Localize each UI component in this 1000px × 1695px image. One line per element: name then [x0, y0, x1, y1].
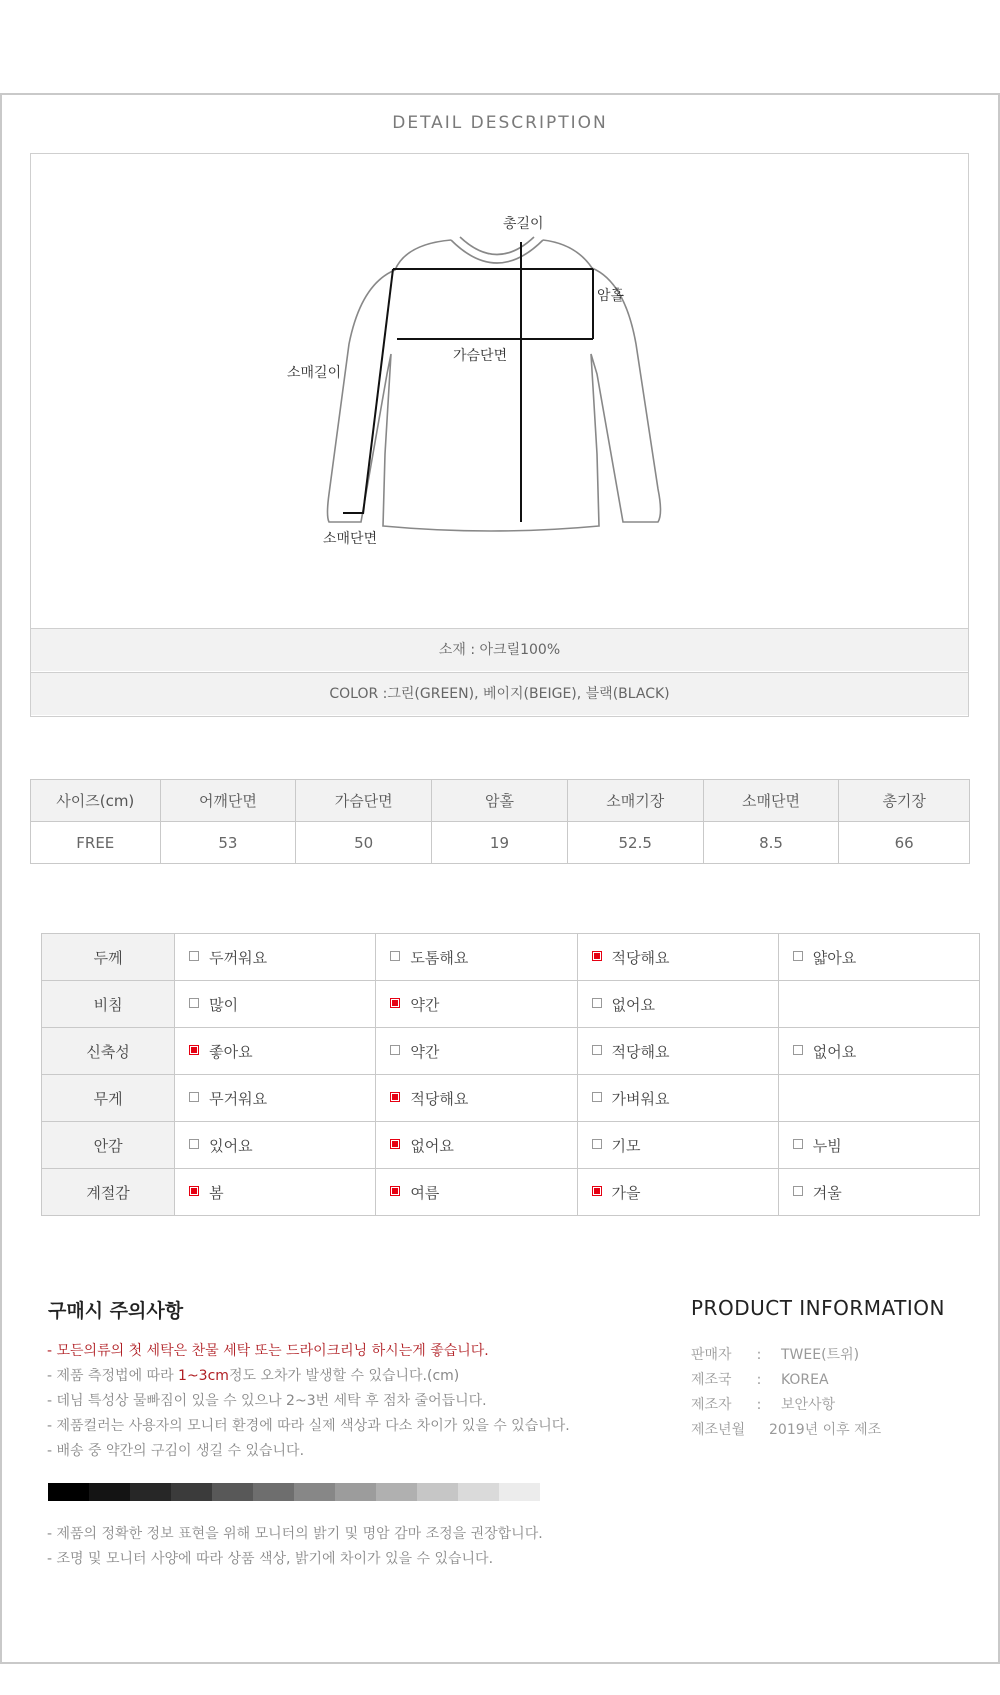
colon: : — [756, 1372, 762, 1388]
checked-checkbox-icon — [390, 1092, 400, 1102]
spec-option-label: 여름 — [410, 1183, 440, 1202]
unchecked-checkbox-icon — [793, 1139, 803, 1149]
spec-option-cell — [778, 1028, 979, 1075]
unchecked-checkbox-icon — [189, 998, 199, 1008]
table-row — [42, 1169, 980, 1216]
notice-line: - 모든의류의 첫 세탁은 찬물 세탁 또는 드라이크리닝 하시는게 좋습니다. — [47, 1343, 489, 1359]
gray-swatch — [294, 1483, 335, 1501]
sweater-outline — [328, 237, 661, 531]
notice-text: 정도 오차가 발생할 수 있습니다.(cm) — [228, 1368, 460, 1384]
spec-option-label: 두꺼워요 — [209, 948, 268, 967]
spec-option-label: 봄 — [209, 1183, 224, 1202]
spec-option-cell — [778, 1122, 979, 1169]
product-info-key: 제조년월 — [691, 1422, 746, 1438]
spec-option-cell — [577, 1075, 778, 1122]
size-cell: 50 — [296, 822, 432, 864]
spec-option-label: 가벼워요 — [611, 1089, 670, 1108]
checked-checkbox-icon — [592, 951, 602, 961]
notice-line: - 배송 중 약간의 구김이 생길 수 있습니다. — [47, 1443, 305, 1459]
spec-option-cell — [577, 1028, 778, 1075]
checked-checkbox-icon — [189, 1045, 199, 1055]
notice-highlight: 1~3cm — [178, 1368, 229, 1384]
product-info-item — [691, 1368, 881, 1393]
size-table-header — [31, 780, 970, 822]
spec-option-cell — [175, 1169, 376, 1216]
label-sleeve-width: 소매단면 — [323, 531, 378, 547]
unchecked-checkbox-icon — [390, 1045, 400, 1055]
spec-option-label: 없어요 — [812, 1042, 857, 1061]
size-cell: 8.5 — [703, 822, 839, 864]
spec-option-label: 적당해요 — [410, 1089, 469, 1108]
checked-checkbox-icon — [390, 998, 400, 1008]
gray-swatch — [458, 1483, 499, 1501]
spec-option-label: 없어요 — [611, 995, 656, 1014]
spec-label: 안감 — [42, 1122, 175, 1169]
spec-option-label: 겨울 — [812, 1183, 842, 1202]
spec-option-label: 없어요 — [410, 1136, 454, 1155]
sweater-diagram — [31, 154, 968, 628]
spec-option-cell — [577, 981, 778, 1028]
spec-option-cell — [577, 1122, 778, 1169]
checked-checkbox-icon — [390, 1139, 400, 1149]
unchecked-checkbox-icon — [793, 1045, 803, 1055]
size-header-cell: 소매기장 — [567, 780, 703, 822]
product-info-value: KOREA — [781, 1372, 829, 1388]
spec-option-label: 기모 — [611, 1136, 641, 1155]
notice-text: - 제품 측정법에 따라 — [47, 1368, 179, 1384]
spec-option-label: 적당해요 — [611, 948, 670, 967]
product-info-item — [691, 1393, 881, 1418]
spec-option-cell — [778, 934, 979, 981]
product-info-value: 2019년 이후 제조 — [769, 1422, 882, 1438]
gray-swatch — [376, 1483, 417, 1501]
label-armhole: 암홀 — [597, 288, 625, 304]
size-header-cell: 소매단면 — [703, 780, 839, 822]
checked-checkbox-icon — [592, 1186, 602, 1196]
unchecked-checkbox-icon — [793, 951, 803, 961]
size-diagram-panel — [30, 153, 969, 717]
table-row — [42, 934, 980, 981]
spec-option-cell — [376, 1028, 577, 1075]
table-row — [42, 1028, 980, 1075]
spec-option-cell — [778, 1075, 979, 1122]
spec-option-label: 있어요 — [209, 1136, 253, 1155]
spec-option-label: 좋아요 — [209, 1042, 253, 1061]
checked-checkbox-icon — [189, 1186, 199, 1196]
size-cell: FREE — [31, 822, 161, 864]
spec-option-label: 약간 — [410, 1042, 440, 1061]
gray-swatch — [499, 1483, 540, 1501]
product-info-key: 제조자 — [691, 1397, 732, 1413]
spec-option-cell — [376, 981, 577, 1028]
spec-option-cell — [577, 934, 778, 981]
spec-label: 계절감 — [42, 1169, 175, 1216]
spec-option-cell — [778, 981, 979, 1028]
product-info-item — [691, 1343, 881, 1368]
gray-swatch — [253, 1483, 294, 1501]
spec-option-cell — [376, 1169, 577, 1216]
spec-option-label: 누빔 — [812, 1136, 842, 1155]
unchecked-checkbox-icon — [592, 1139, 602, 1149]
gray-swatch — [48, 1483, 89, 1501]
material-row: 소재 : 아크릴100% — [31, 628, 968, 671]
unchecked-checkbox-icon — [390, 951, 400, 961]
product-info-list — [691, 1343, 881, 1443]
detail-title: DETAIL DESCRIPTION — [392, 113, 608, 133]
unchecked-checkbox-icon — [592, 1092, 602, 1102]
product-info-key: 판매자 — [691, 1347, 732, 1363]
spec-option-label: 가을 — [611, 1183, 641, 1202]
spec-option-label: 무거워요 — [209, 1089, 268, 1108]
spec-option-cell — [175, 981, 376, 1028]
product-info-item — [691, 1418, 881, 1443]
spec-label: 두께 — [42, 934, 175, 981]
spec-label: 무게 — [42, 1075, 175, 1122]
checked-checkbox-icon — [390, 1186, 400, 1196]
measurement-lines — [343, 242, 593, 522]
spec-label: 비침 — [42, 981, 175, 1028]
colon: : — [756, 1347, 762, 1363]
notice-line — [47, 1364, 570, 1389]
table-row — [42, 1122, 980, 1169]
label-total-length: 총길이 — [503, 216, 544, 232]
unchecked-checkbox-icon — [592, 1045, 602, 1055]
size-header-cell: 총기장 — [839, 780, 970, 822]
grayscale-swatch-bar — [48, 1483, 540, 1501]
gray-swatch — [212, 1483, 253, 1501]
spec-table — [41, 933, 980, 1216]
unchecked-checkbox-icon — [189, 1092, 199, 1102]
size-cell: 19 — [432, 822, 568, 864]
footer-note: - 조명 및 모니터 사양에 따라 상품 색상, 밝기에 차이가 있을 수 있습니다. — [47, 1551, 494, 1567]
gray-swatch — [335, 1483, 376, 1501]
size-header-cell: 가슴단면 — [296, 780, 432, 822]
spec-option-cell — [778, 1169, 979, 1216]
product-info-title: PRODUCT INFORMATION — [691, 1296, 945, 1320]
colon: : — [756, 1397, 762, 1413]
footer-note: - 제품의 정확한 정보 표현을 위해 모니터의 밝기 및 명암 감마 조정을 권장합니다. — [47, 1526, 543, 1542]
product-info-value: 보안사항 — [781, 1397, 836, 1413]
color-row: COLOR :그린(GREEN), 베이지(BEIGE), 블랙(BLACK) — [31, 672, 968, 715]
product-info-value: TWEE(트위) — [781, 1347, 860, 1363]
table-row — [42, 981, 980, 1028]
size-cell: 52.5 — [567, 822, 703, 864]
label-sleeve-length: 소매길이 — [287, 365, 342, 381]
spec-option-label: 많이 — [209, 995, 239, 1014]
footer-notes — [47, 1522, 543, 1572]
product-info-key: 제조국 — [691, 1372, 732, 1388]
notice-line: - 데님 특성상 물빠짐이 있을 수 있으나 2~3번 세탁 후 점차 줄어듭니다. — [47, 1393, 487, 1409]
unchecked-checkbox-icon — [189, 951, 199, 961]
spec-option-label: 적당해요 — [611, 1042, 670, 1061]
spec-option-cell — [376, 1122, 577, 1169]
spec-option-cell — [175, 1075, 376, 1122]
spec-option-cell — [175, 934, 376, 981]
gray-swatch — [130, 1483, 171, 1501]
size-header-cell: 어깨단면 — [160, 780, 296, 822]
notice-list — [47, 1339, 570, 1464]
size-header-cell: 사이즈(cm) — [31, 780, 161, 822]
spec-option-cell — [175, 1028, 376, 1075]
unchecked-checkbox-icon — [189, 1139, 199, 1149]
label-chest: 가슴단면 — [453, 348, 508, 364]
spec-label: 신축성 — [42, 1028, 175, 1075]
spec-option-label: 약간 — [410, 995, 440, 1014]
spec-option-cell — [577, 1169, 778, 1216]
unchecked-checkbox-icon — [793, 1186, 803, 1196]
gray-swatch — [89, 1483, 130, 1501]
table-row — [31, 822, 970, 864]
size-cell: 66 — [839, 822, 970, 864]
table-row — [42, 1075, 980, 1122]
spec-option-cell — [376, 1075, 577, 1122]
notice-title: 구매시 주의사항 — [48, 1300, 184, 1322]
gray-swatch — [171, 1483, 212, 1501]
spec-option-cell — [175, 1122, 376, 1169]
size-table — [30, 779, 970, 864]
size-cell: 53 — [160, 822, 296, 864]
gray-swatch — [417, 1483, 458, 1501]
size-header-cell: 암홀 — [432, 780, 568, 822]
spec-option-label: 도톰해요 — [410, 948, 469, 967]
spec-option-label: 얇아요 — [812, 948, 857, 967]
unchecked-checkbox-icon — [592, 998, 602, 1008]
notice-line: - 제품컬러는 사용자의 모니터 환경에 따라 실제 색상과 다소 차이가 있을 수 있습니다. — [47, 1418, 570, 1434]
spec-option-cell — [376, 934, 577, 981]
